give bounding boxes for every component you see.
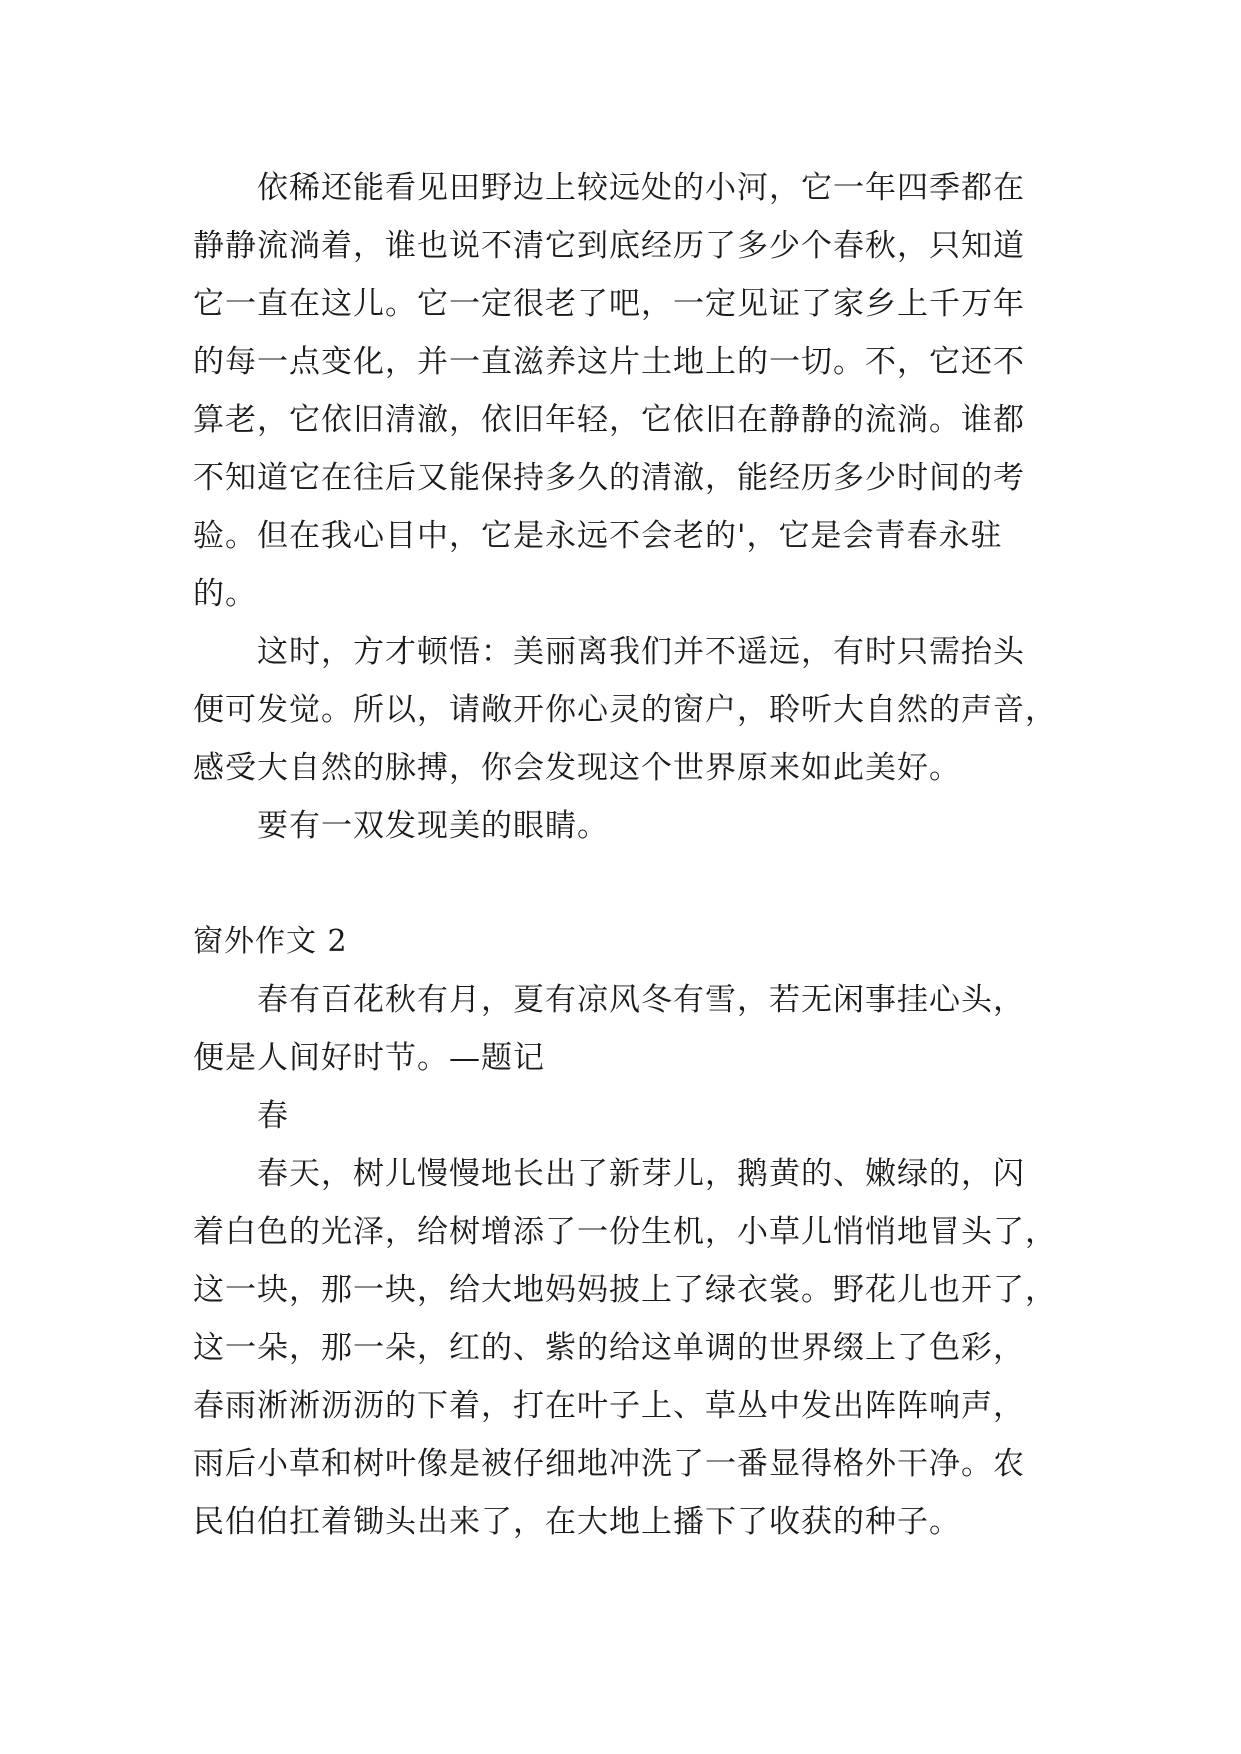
subheading: 春: [257, 1098, 289, 1134]
paragraph-line: 着白色的光泽，给树增添了一份生机，小草儿悄悄地冒头了，: [193, 1214, 1057, 1250]
paragraph-line: 雨后小草和树叶像是被仔细地冲洗了一番显得格外干净。农: [193, 1446, 1025, 1482]
paragraph-line: 算老，它依旧清澈，依旧年轻，它依旧在静静的流淌。谁都: [193, 402, 1025, 438]
paragraph-line: 要有一双发现美的眼睛。: [257, 808, 609, 844]
paragraph-line: 的。: [193, 576, 257, 612]
paragraph-line: 春有百花秋有月，夏有凉风冬有雪，若无闲事挂心头，: [257, 982, 1025, 1018]
paragraph-line: 便可发觉。所以，请敞开你心灵的窗户，聆听大自然的声音，: [193, 692, 1057, 728]
paragraph-line: 验。但在我心目中，它是永远不会老的'，它是会青春永驻: [193, 518, 1003, 554]
paragraph-line: 便是人间好时节。—题记: [193, 1040, 545, 1076]
paragraph-line: 这一朵，那一朵，红的、紫的给这单调的世界缀上了色彩，: [193, 1330, 1025, 1366]
paragraph-line: 这一块，那一块，给大地妈妈披上了绿衣裳。野花儿也开了，: [193, 1272, 1057, 1308]
section-title: 窗外作文 2: [193, 924, 348, 959]
paragraph-line: 依稀还能看见田野边上较远处的小河，它一年四季都在: [257, 170, 1025, 206]
paragraph-line: 的每一点变化，并一直滋养这片土地上的一切。不，它还不: [193, 344, 1025, 380]
paragraph-line: 春天，树儿慢慢地长出了新芽儿，鹅黄的、嫩绿的，闪: [257, 1156, 1025, 1192]
paragraph-line: 它一直在这儿。它一定很老了吧，一定见证了家乡上千万年: [193, 286, 1025, 322]
paragraph-line: 感受大自然的脉搏，你会发现这个世界原来如此美好。: [193, 750, 961, 786]
paragraph-line: 春雨淅淅沥沥的下着，打在叶子上、草丛中发出阵阵响声，: [193, 1388, 1025, 1424]
paragraph-line: 不知道它在往后又能保持多久的清澈，能经历多少时间的考: [193, 460, 1025, 496]
paragraph-line: 这时，方才顿悟：美丽离我们并不遥远，有时只需抬头: [257, 634, 1025, 670]
paragraph-line: 民伯伯扛着锄头出来了，在大地上播下了收获的种子。: [193, 1504, 961, 1540]
paragraph-line: 静静流淌着，谁也说不清它到底经历了多少个春秋，只知道: [193, 228, 1025, 264]
